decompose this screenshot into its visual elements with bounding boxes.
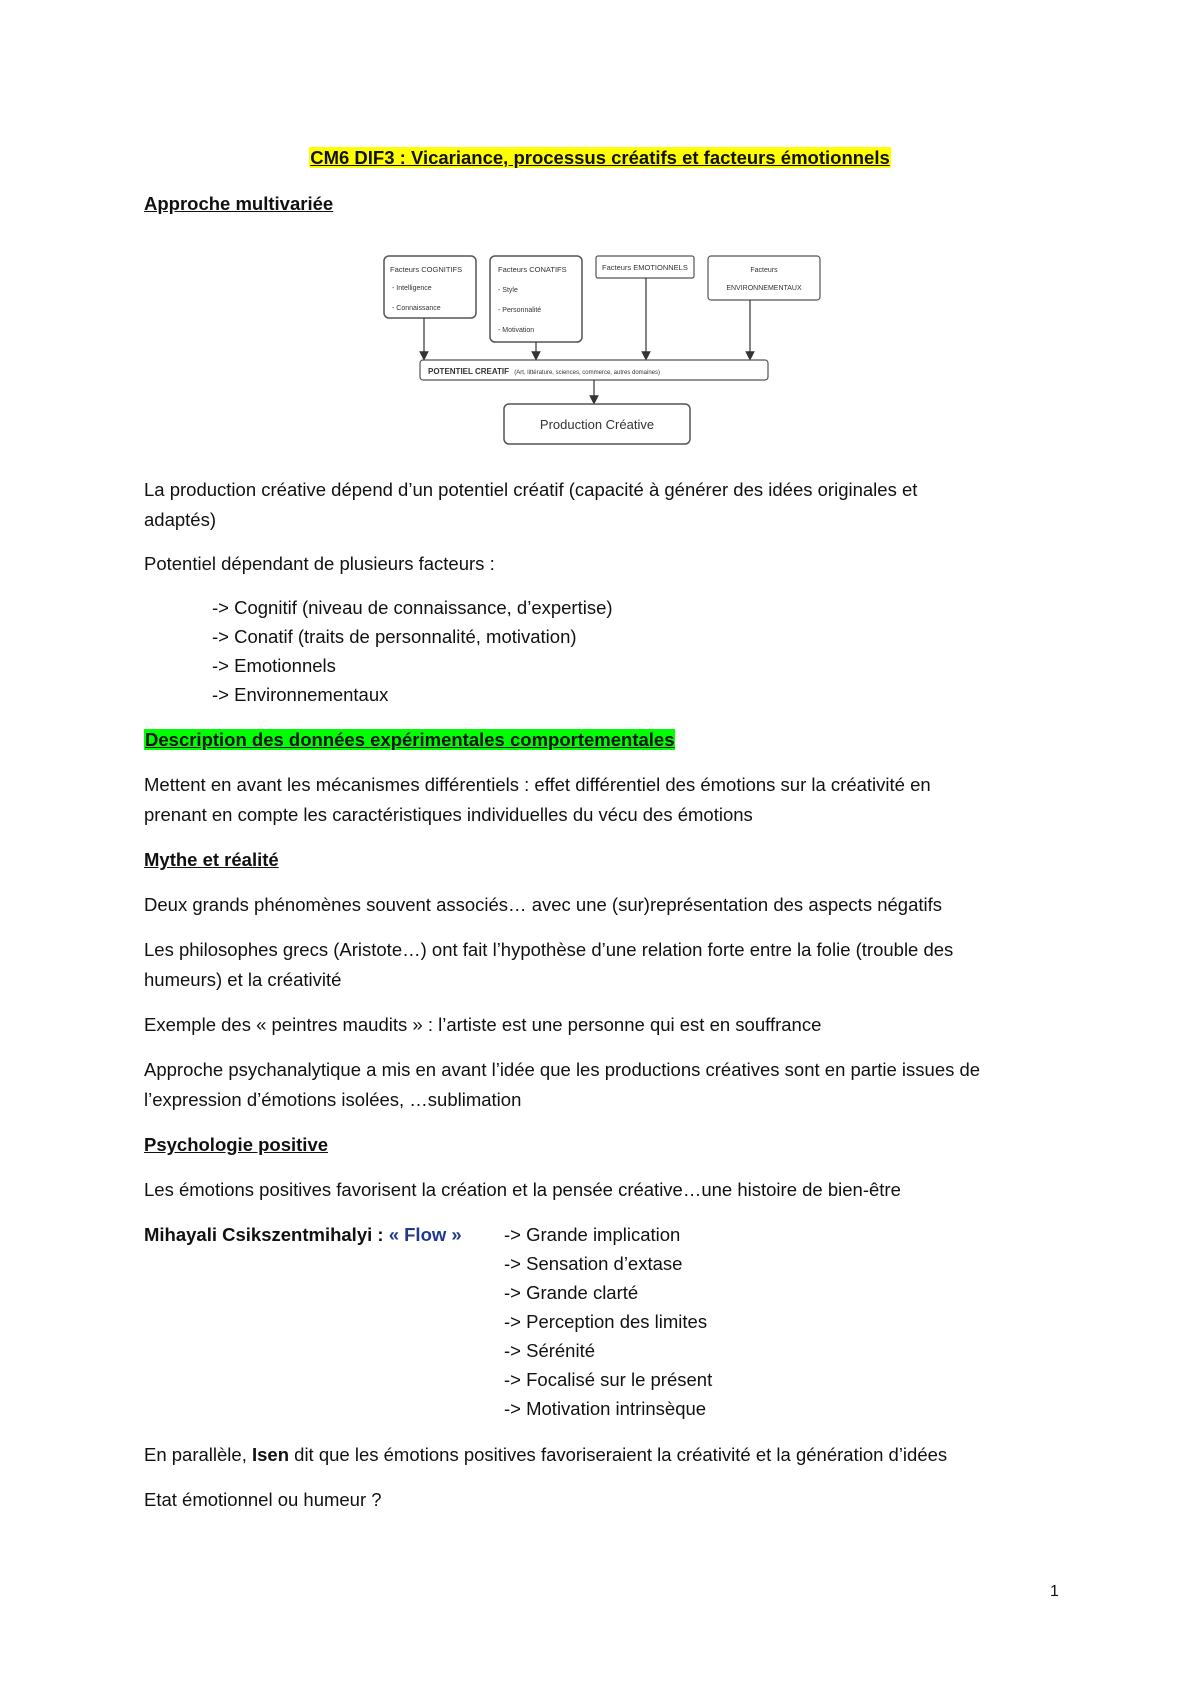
diagram-box-conatifs-title: Facteurs CONATIFS (498, 265, 567, 274)
factor-item: -> Cognitif (niveau de connaissance, d’expertise) (212, 597, 613, 618)
paragraph-psychologie-1: Les émotions positives favorisent la création et la pensée créative…une histoire de bien-être (144, 1179, 901, 1200)
paragraph-mythe-4-line1: Approche psychanalytique a mis en avant l’idée que les productions créatives sont en partie issues de (144, 1059, 981, 1080)
diagram-box-environnementaux-line1: Facteurs (750, 267, 778, 274)
flow-term: « Flow » (388, 1224, 462, 1245)
factor-item: -> Emotionnels (212, 655, 336, 676)
diagram-box-emotionnels-title: Facteurs EMOTIONNELS (602, 263, 688, 272)
paragraph-mythe-2-line2: humeurs) et la créativité (144, 969, 342, 990)
page-number: 1 (1050, 1583, 1059, 1600)
diagram-box-environnementaux (708, 256, 820, 300)
paragraph-production-line2: adaptés) (144, 509, 216, 530)
paragraph-isen (144, 1440, 947, 1470)
document-title: CM6 DIF3 : Vicariance, processus créatifs et facteurs émotionnels (310, 147, 890, 168)
diagram-box-environnementaux-line2: ENVIRONNEMENTAUX (726, 285, 802, 292)
factor-item: -> Conatif (traits de personnalité, motivation) (212, 626, 577, 647)
paragraph-question: Etat émotionnel ou humeur ? (144, 1489, 382, 1510)
diagram-box-cognitifs-title: Facteurs COGNITIFS (390, 265, 463, 274)
diagram-potentiel-main: POTENTIEL CREATIF (428, 367, 510, 376)
paragraph-production-line1: La production créative dépend d’un potentiel créatif (capacité à générer des idées originales et (144, 479, 918, 500)
paragraph-mythe-3: Exemple des « peintres maudits » : l’artiste est une personne qui est en souffrance (144, 1014, 822, 1035)
section-heading-approche: Approche multivariée (144, 193, 334, 214)
flow-item: -> Grande clarté (504, 1282, 639, 1303)
creative-potential-diagram (376, 248, 826, 456)
factor-item: -> Environnementaux (212, 684, 389, 705)
section-heading-psychologie: Psychologie positive (144, 1134, 329, 1155)
paragraph-isen-name: Isen (251, 1444, 290, 1465)
paragraph-mythe-2-line1: Les philosophes grecs (Aristote…) ont fait l’hypothèse d’une relation forte entre la folie (trouble des (144, 939, 954, 960)
paragraph-potentiel: Potentiel dépendant de plusieurs facteurs : (144, 553, 495, 574)
flow-author: Mihayali Csikszentmihalyi : (144, 1224, 389, 1245)
paragraph-description-line2: prenant en compte les caractéristiques individuelles du vécu des émotions (144, 804, 753, 825)
section-heading-description (144, 725, 675, 755)
diagram-box-conatifs-item: - Personnalité (498, 307, 542, 314)
diagram-production-label: Production Créative (539, 417, 655, 432)
flow-item: -> Perception des limites (504, 1311, 708, 1332)
diagram-box-conatifs-item: - Motivation (498, 327, 535, 334)
paragraph-isen-after: dit que les émotions positives favoriseraient la créativité et la génération d’idées (289, 1444, 948, 1465)
paragraph-mythe-4-line2: l’expression d’émotions isolées, …sublimation (144, 1089, 522, 1110)
diagram-potentiel-label (428, 367, 660, 376)
diagram-box-conatifs-item: - Style (498, 287, 518, 294)
paragraph-isen-before: En parallèle, (144, 1444, 252, 1465)
flow-item: -> Focalisé sur le présent (504, 1369, 713, 1390)
paragraph-description-line1: Mettent en avant les mécanismes différentiels : effet différentiel des émotions sur la créativité en (144, 774, 931, 795)
diagram-box-cognitifs-item: - Intelligence (392, 285, 432, 292)
flow-author-line (144, 1220, 462, 1250)
section-heading-description-text: Description des données expérimentales comportementales (145, 729, 675, 750)
paragraph-mythe-1: Deux grands phénomènes souvent associés… avec une (sur)représentation des aspects négatifs (144, 894, 943, 915)
diagram-potentiel-sub: (Art, littérature, sciences, commerce, autres domaines) (514, 370, 660, 376)
section-heading-mythe: Mythe et réalité (144, 849, 279, 870)
flow-item: -> Grande implication (504, 1224, 681, 1245)
flow-item: -> Sensation d’extase (504, 1253, 683, 1274)
diagram-box-cognitifs-item: - Connaissance (392, 305, 441, 312)
title-container (0, 146, 1200, 170)
flow-item: -> Sérénité (504, 1340, 596, 1361)
flow-item: -> Motivation intrinsèque (504, 1398, 707, 1419)
